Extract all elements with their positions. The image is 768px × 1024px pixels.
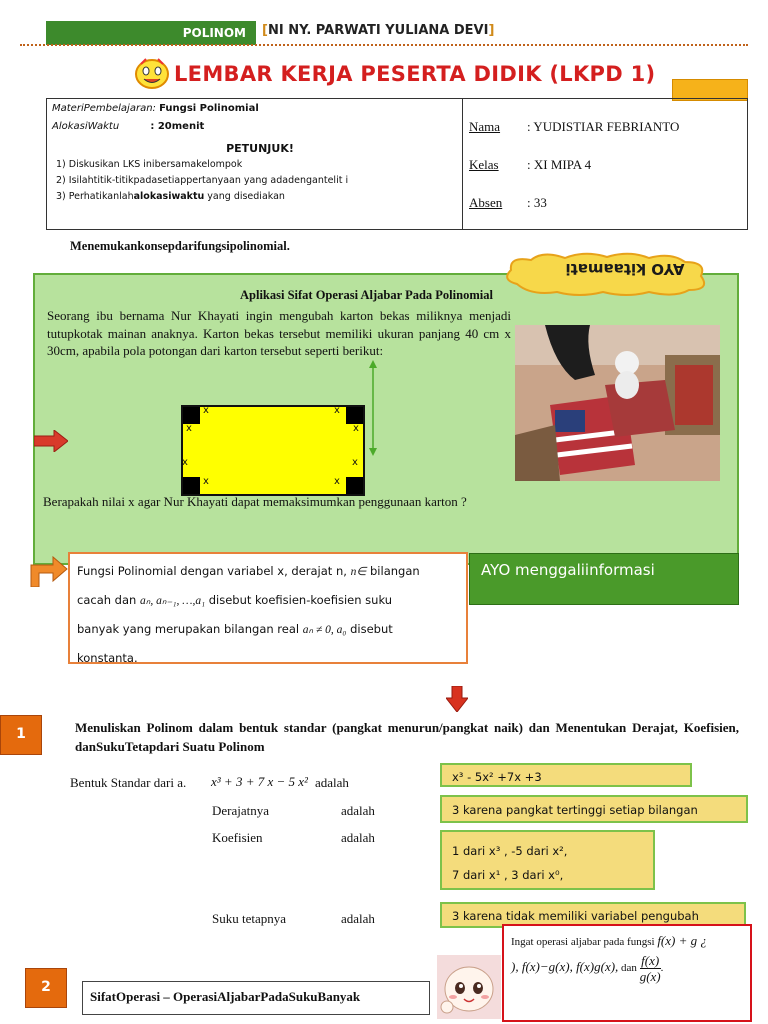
absen-row [469, 195, 547, 211]
alokasi-row [52, 121, 204, 132]
answer-suku-tetap[interactable]: 3 karena tidak memiliki variabel pengubah [440, 902, 746, 928]
remark-l1-b: f(x) + g ¿ [657, 933, 707, 948]
def-l3-a: banyak yang merupakan bilangan real [77, 622, 303, 636]
def-l1-a: Fungsi Polinomial dengan variabel x, derajat n, [77, 564, 351, 578]
answer-derajat[interactable]: 3 karena pangkat tertinggi setiap bilangan [440, 795, 748, 823]
page-title: LEMBAR KERJA PESERTA DIDIK (LKPD 1) [174, 62, 656, 86]
answer-koefisien[interactable] [440, 830, 655, 890]
koefisien-line-2: 7 dari x¹ , 3 dari x⁰, [452, 868, 564, 882]
adalah-text: adalah [341, 830, 375, 845]
cloud-text: AYO kitaamati [565, 260, 685, 278]
petunjuk-3-part-a: 3) Perhatikanlah [56, 191, 134, 202]
x-label: x [203, 405, 209, 416]
author-name [262, 23, 494, 38]
ayo-info-text: AYO menggaliinformasi [481, 561, 655, 579]
materi-row [52, 103, 259, 114]
fraction-denominator: g(x) [639, 969, 661, 984]
kelas-label: Kelas [469, 157, 499, 172]
absen-label: Absen [469, 195, 503, 210]
def-l3-b: aₙ ≠ 0, a₀ [302, 624, 347, 636]
section-tag-text: POLINOM [182, 26, 246, 40]
petunjuk-item-3 [56, 191, 285, 202]
x-label: x [334, 405, 340, 416]
fraction-numerator: f(x) [641, 953, 660, 968]
remark-l2-a: ), f(x)−g(x), f(x)g(x), [511, 959, 619, 975]
bent-arrow-icon [29, 553, 69, 587]
x-label: x [353, 423, 359, 434]
definition-line-2 [77, 586, 457, 615]
petunjuk-3-part-c: yang disediakan [204, 191, 285, 202]
dimension-arrow [366, 360, 380, 456]
definition-line-4: konstanta. [77, 651, 138, 665]
koefisien-label: Koefisien [212, 830, 263, 845]
remark-fraction [640, 953, 661, 984]
x-label: x [203, 476, 209, 487]
petunjuk-3-part-b: alokasiwaktu [133, 191, 205, 202]
header-divider [20, 44, 748, 46]
kelas-value: : XI MIPA 4 [527, 157, 592, 172]
def-l3-c: disebut [346, 622, 393, 636]
activity-title: Aplikasi Sifat Operasi Aljabar Pada Polinomial [240, 288, 493, 302]
remark-l1-a: Ingat operasi aljabar pada fungsi [511, 936, 658, 948]
remark-line-1 [511, 930, 746, 953]
def-l2-a: cacah dan [77, 593, 140, 607]
bracket-open: [ [262, 23, 268, 38]
section-1-heading: Menuliskan Polinom dalam bentuk standar (pangkat menurun/pangkat naik) dan Menentukan Derajat, Koefisien, danSukuTetapdari Suatu Polinom [75, 720, 739, 754]
character-icon [437, 955, 501, 1019]
petunjuk-title: PETUNJUK! [226, 142, 294, 155]
koefisien-line-1: 1 dari x³ , -5 dari x², [452, 844, 568, 858]
info-divider [462, 98, 463, 230]
kelas-row [469, 157, 591, 173]
answer-bentuk-standar[interactable]: x³ - 5x² +7x +3 [440, 763, 692, 787]
definition-text [77, 557, 457, 672]
adalah-text: adalah [341, 911, 375, 926]
absen-value: : 33 [527, 195, 547, 210]
adalah-text: adalah [315, 775, 349, 790]
down-arrow-icon [446, 686, 468, 712]
corner-cut-tr [346, 407, 363, 424]
definition-line-1 [77, 557, 457, 586]
x-label: x [182, 457, 188, 468]
definition-line-3 [77, 615, 457, 644]
x-label: x [334, 476, 340, 487]
def-l1-b: n∈ [350, 566, 367, 578]
def-l1-c: bilangan [366, 564, 420, 578]
nama-row [469, 119, 679, 135]
section-tag [46, 21, 256, 45]
bentuk-label: Bentuk Standar dari a. [70, 775, 187, 790]
section-1-number: 1 [0, 715, 42, 755]
polynomial-expression: x³ + 3 + 7 x − 5 x² [211, 774, 308, 789]
section-2-label: SifatOperasi – OperasiAljabarPadaSukuBanyak [90, 989, 361, 1004]
alokasi-label: AlokasiWaktu [52, 121, 120, 132]
activity-paragraph: Seorang ibu bernama Nur Khayati ingin mengubah karton bekas miliknya menjadi tutupkotak mainan anaknya. Karton bekas tersebut memiliki ukuran panjang 40 cm x 30cm, apabila pola potongan dari karton tersebut seperti berikut: [47, 308, 511, 358]
right-arrow-icon [34, 430, 68, 452]
materi-label: MateriPembelajaran: [52, 103, 156, 114]
activity-question: Berapakah nilai x agar Nur Khayati dapat memaksimumkan penggunaan karton ? [43, 494, 467, 509]
x-label: x [186, 423, 192, 434]
smiley-icon [132, 56, 172, 92]
alokasi-value: : 20menit [150, 121, 205, 132]
bracket-close: ] [488, 23, 495, 38]
nama-value: : YUDISTIAR FEBRIANTO [527, 119, 680, 134]
toy-box-photo [515, 325, 720, 481]
learning-objective: Menemukankonsepdarifungsipolinomial. [70, 239, 290, 253]
def-l2-c: disebut koefisien-koefisien suku [205, 593, 393, 607]
petunjuk-item-2: 2) Isilahtitik-titikpadasetiappertanyaan yang adadengantelit i [56, 175, 349, 186]
nama-label: Nama [469, 119, 501, 134]
remark-text [511, 930, 746, 984]
x-label: x [352, 457, 358, 468]
author-text: NI NY. PARWATI YULIANA DEVI [267, 23, 489, 38]
corner-cut-tl [183, 407, 200, 424]
def-l2-b: aₙ, aₙ₋₁, …,a₁ [139, 595, 206, 607]
adalah-text: adalah [341, 803, 375, 818]
remark-line-2 [511, 953, 746, 984]
materi-value: Fungsi Polinomial [159, 103, 259, 114]
remark-end: . [660, 962, 664, 975]
suku-tetap-label: Suku tetapnya [212, 911, 287, 926]
petunjuk-item-1: 1) Diskusikan LKS inibersamakelompok [56, 159, 243, 170]
corner-cut-br [346, 477, 363, 494]
remark-l2-b: dan [618, 962, 640, 975]
corner-cut-bl [183, 477, 200, 494]
section-2-number: 2 [25, 968, 67, 1008]
derajat-label: Derajatnya [212, 803, 270, 818]
